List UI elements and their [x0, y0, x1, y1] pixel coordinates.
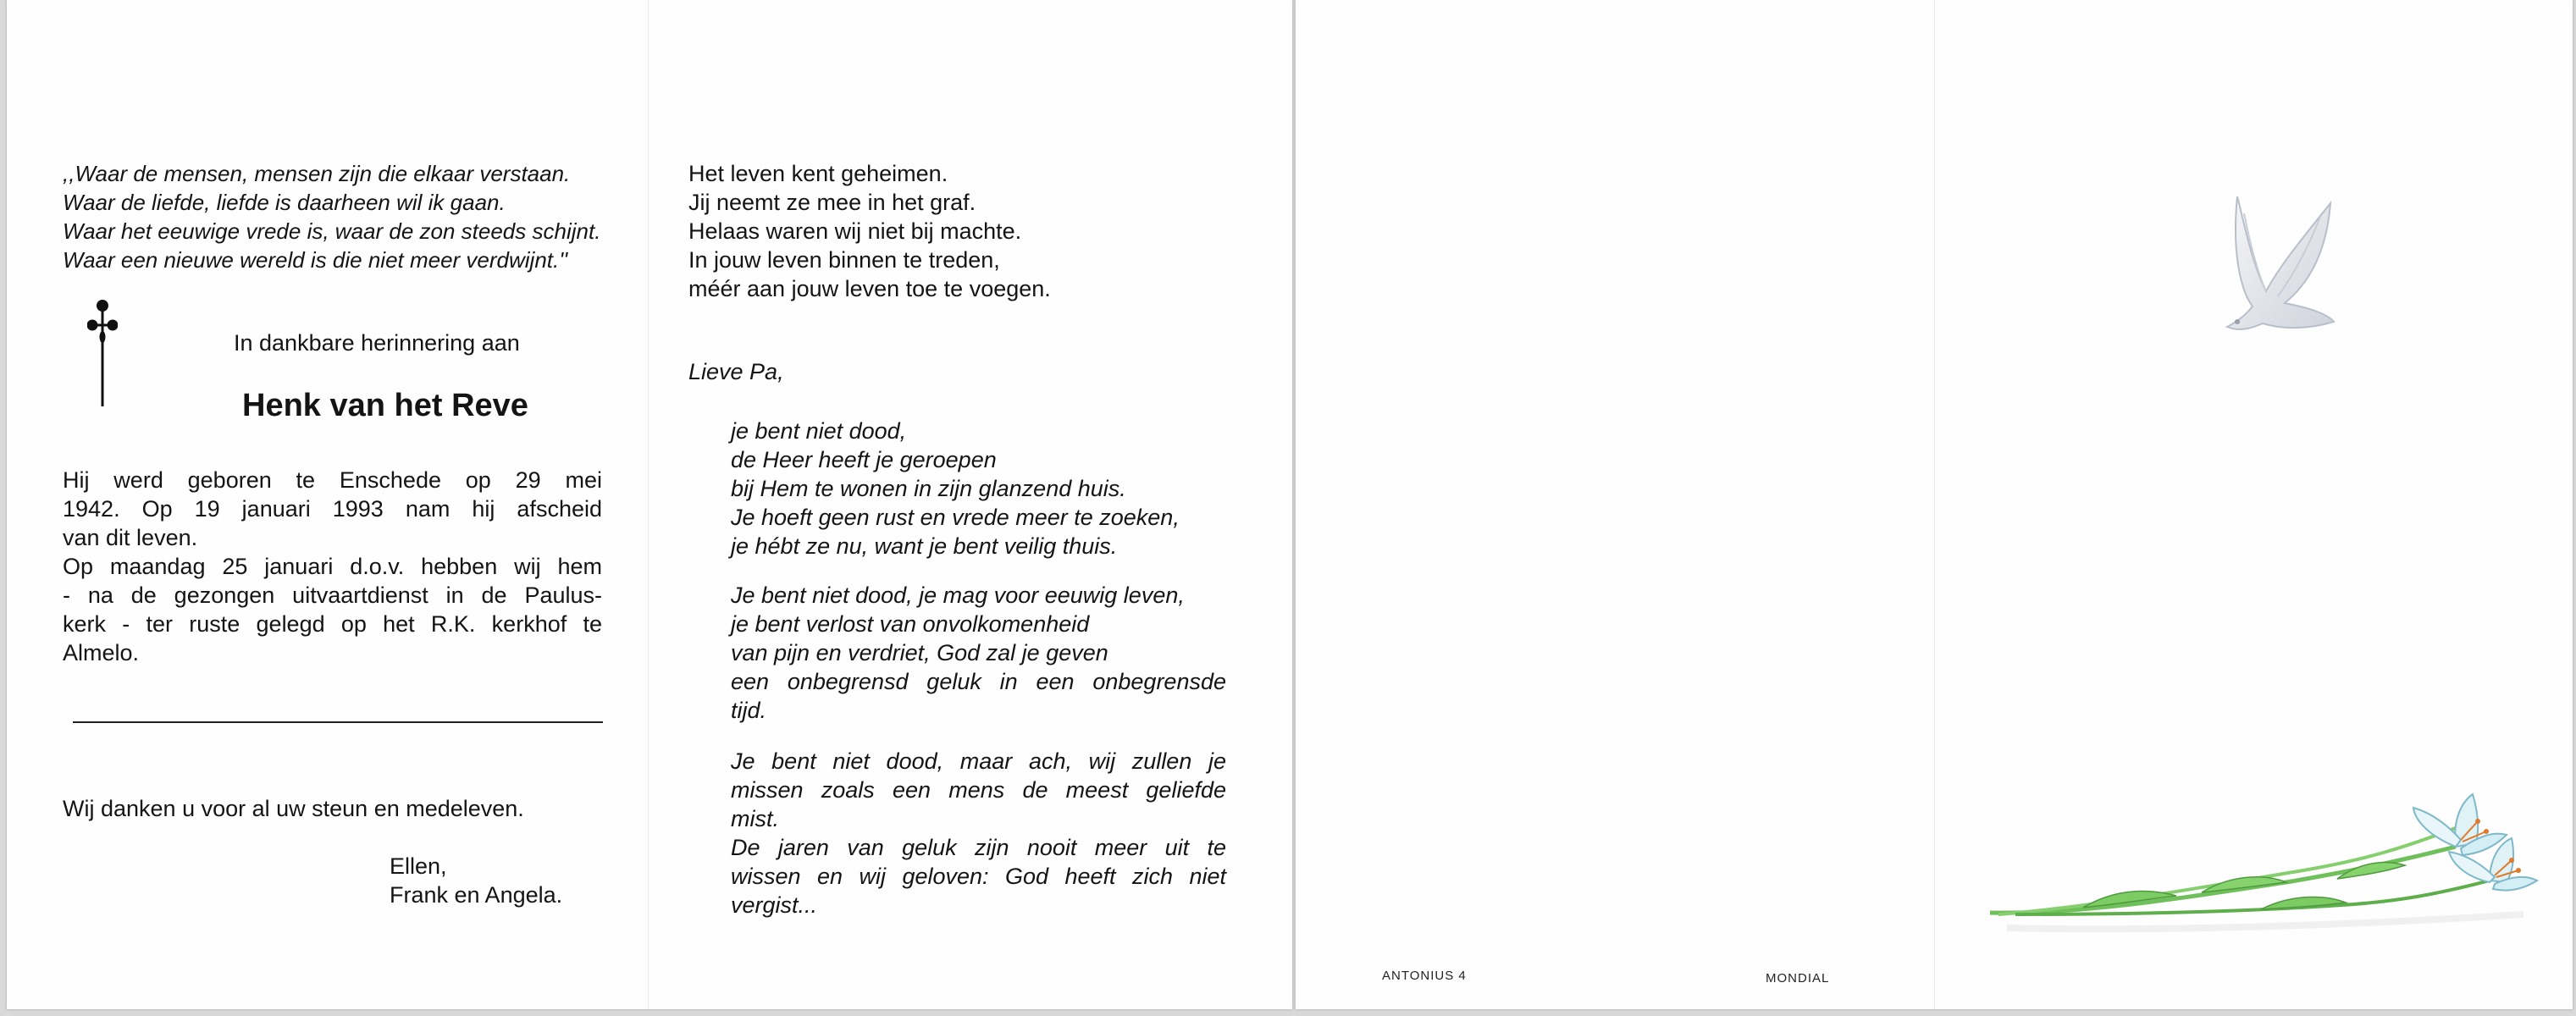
stanza-line: een onbegrensd geluk in een onbegrensde: [731, 669, 1226, 694]
stanza-line: je bent niet dood,: [731, 418, 907, 444]
signature-line: Frank en Angela.: [390, 882, 563, 908]
stanza-line: vergist...: [731, 892, 818, 918]
bio-line: - na de gezongen uitvaartdienst in de Paulus-: [63, 583, 602, 608]
stanza-line: Je bent niet dood, je mag voor eeuwig leven,: [731, 583, 1185, 608]
signature-line: Ellen,: [390, 853, 447, 879]
quote-line: Waar de liefde, liefde is daarheen wil ik gaan.: [63, 190, 506, 215]
bio-line: Hij werd geboren te Enschede op 29 mei: [63, 467, 602, 493]
signature: [390, 852, 562, 909]
outside-card: [1296, 0, 2573, 1009]
salutation: Lieve Pa,: [688, 359, 784, 384]
poem-line: Het leven kent geheimen.: [688, 161, 948, 186]
stanza-line: van pijn en verdriet, God zal je geven: [731, 640, 1108, 665]
card-code-left: ANTONIUS 4: [1382, 969, 1467, 983]
biography: [63, 466, 602, 667]
stanza-line: missen zoals een mens de meest geliefde: [731, 777, 1226, 803]
stanza-line: je hébt ze nu, want je bent veilig thuis.: [731, 533, 1118, 559]
card-fold: [1934, 0, 1935, 1009]
quote-line: Waar het eeuwige vrede is, waar de zon steeds schijnt.: [63, 218, 601, 244]
quote-line: Waar een nieuwe wereld is die niet meer verdwijnt.'': [63, 247, 568, 273]
stanza-line: wissen en wij geloven: God heeft zich niet: [731, 864, 1226, 889]
poem-line: In jouw leven binnen te treden,: [688, 247, 1000, 273]
stanza-line: Je bent niet dood, maar ach, wij zullen je: [731, 748, 1226, 774]
stanza-1: [731, 417, 1226, 560]
bio-line: 1942. Op 19 januari 1993 nam hij afscheid: [63, 496, 602, 522]
poem-line: Helaas waren wij niet bij machte.: [688, 218, 1022, 244]
opening-quote: [63, 159, 600, 274]
stanza-line: de Heer heeft je geroepen: [731, 447, 997, 472]
lilies-icon: [1982, 787, 2540, 944]
stanza-2: [731, 581, 1226, 725]
poem-line: méér aan jouw leven toe te voegen.: [688, 276, 1051, 301]
divider-line: [73, 721, 603, 723]
bio-line: Op maandag 25 januari d.o.v. hebben wij hem: [63, 554, 602, 579]
stanza-3: [731, 747, 1226, 919]
card-fold: [648, 0, 649, 1009]
stanza-line: De jaren van geluk zijn nooit meer uit te: [731, 835, 1226, 860]
deceased-name: Henk van het Reve: [242, 388, 528, 423]
card-code-right: MONDIAL: [1766, 971, 1830, 986]
stanza-line: bij Hem te wonen in zijn glanzend huis.: [731, 476, 1126, 501]
intro-text: In dankbare herinnering aan: [234, 330, 520, 356]
bio-line: van dit leven.: [63, 525, 198, 550]
poem-line: Jij neemt ze mee in het graf.: [688, 190, 976, 215]
thanks-text: Wij danken u voor al uw steun en medeleven.: [63, 796, 524, 821]
stanza-line: je bent verlost van onvolkomenheid: [731, 611, 1090, 637]
stanza-line: mist.: [731, 806, 779, 831]
quote-line: ,,Waar de mensen, mensen zijn die elkaar verstaan.: [63, 161, 571, 186]
bio-line: kerk - ter ruste gelegd op het R.K. kerkhof te: [63, 611, 602, 637]
dove-icon: [2185, 188, 2371, 362]
bio-line: Almelo.: [63, 640, 140, 665]
cross-icon: [87, 300, 118, 410]
stanza-line: tijd.: [731, 698, 767, 723]
inside-card: [7, 0, 1292, 1009]
poem: [688, 159, 1051, 303]
stanza-line: Je hoeft geen rust en vrede meer te zoeken,: [731, 505, 1180, 530]
